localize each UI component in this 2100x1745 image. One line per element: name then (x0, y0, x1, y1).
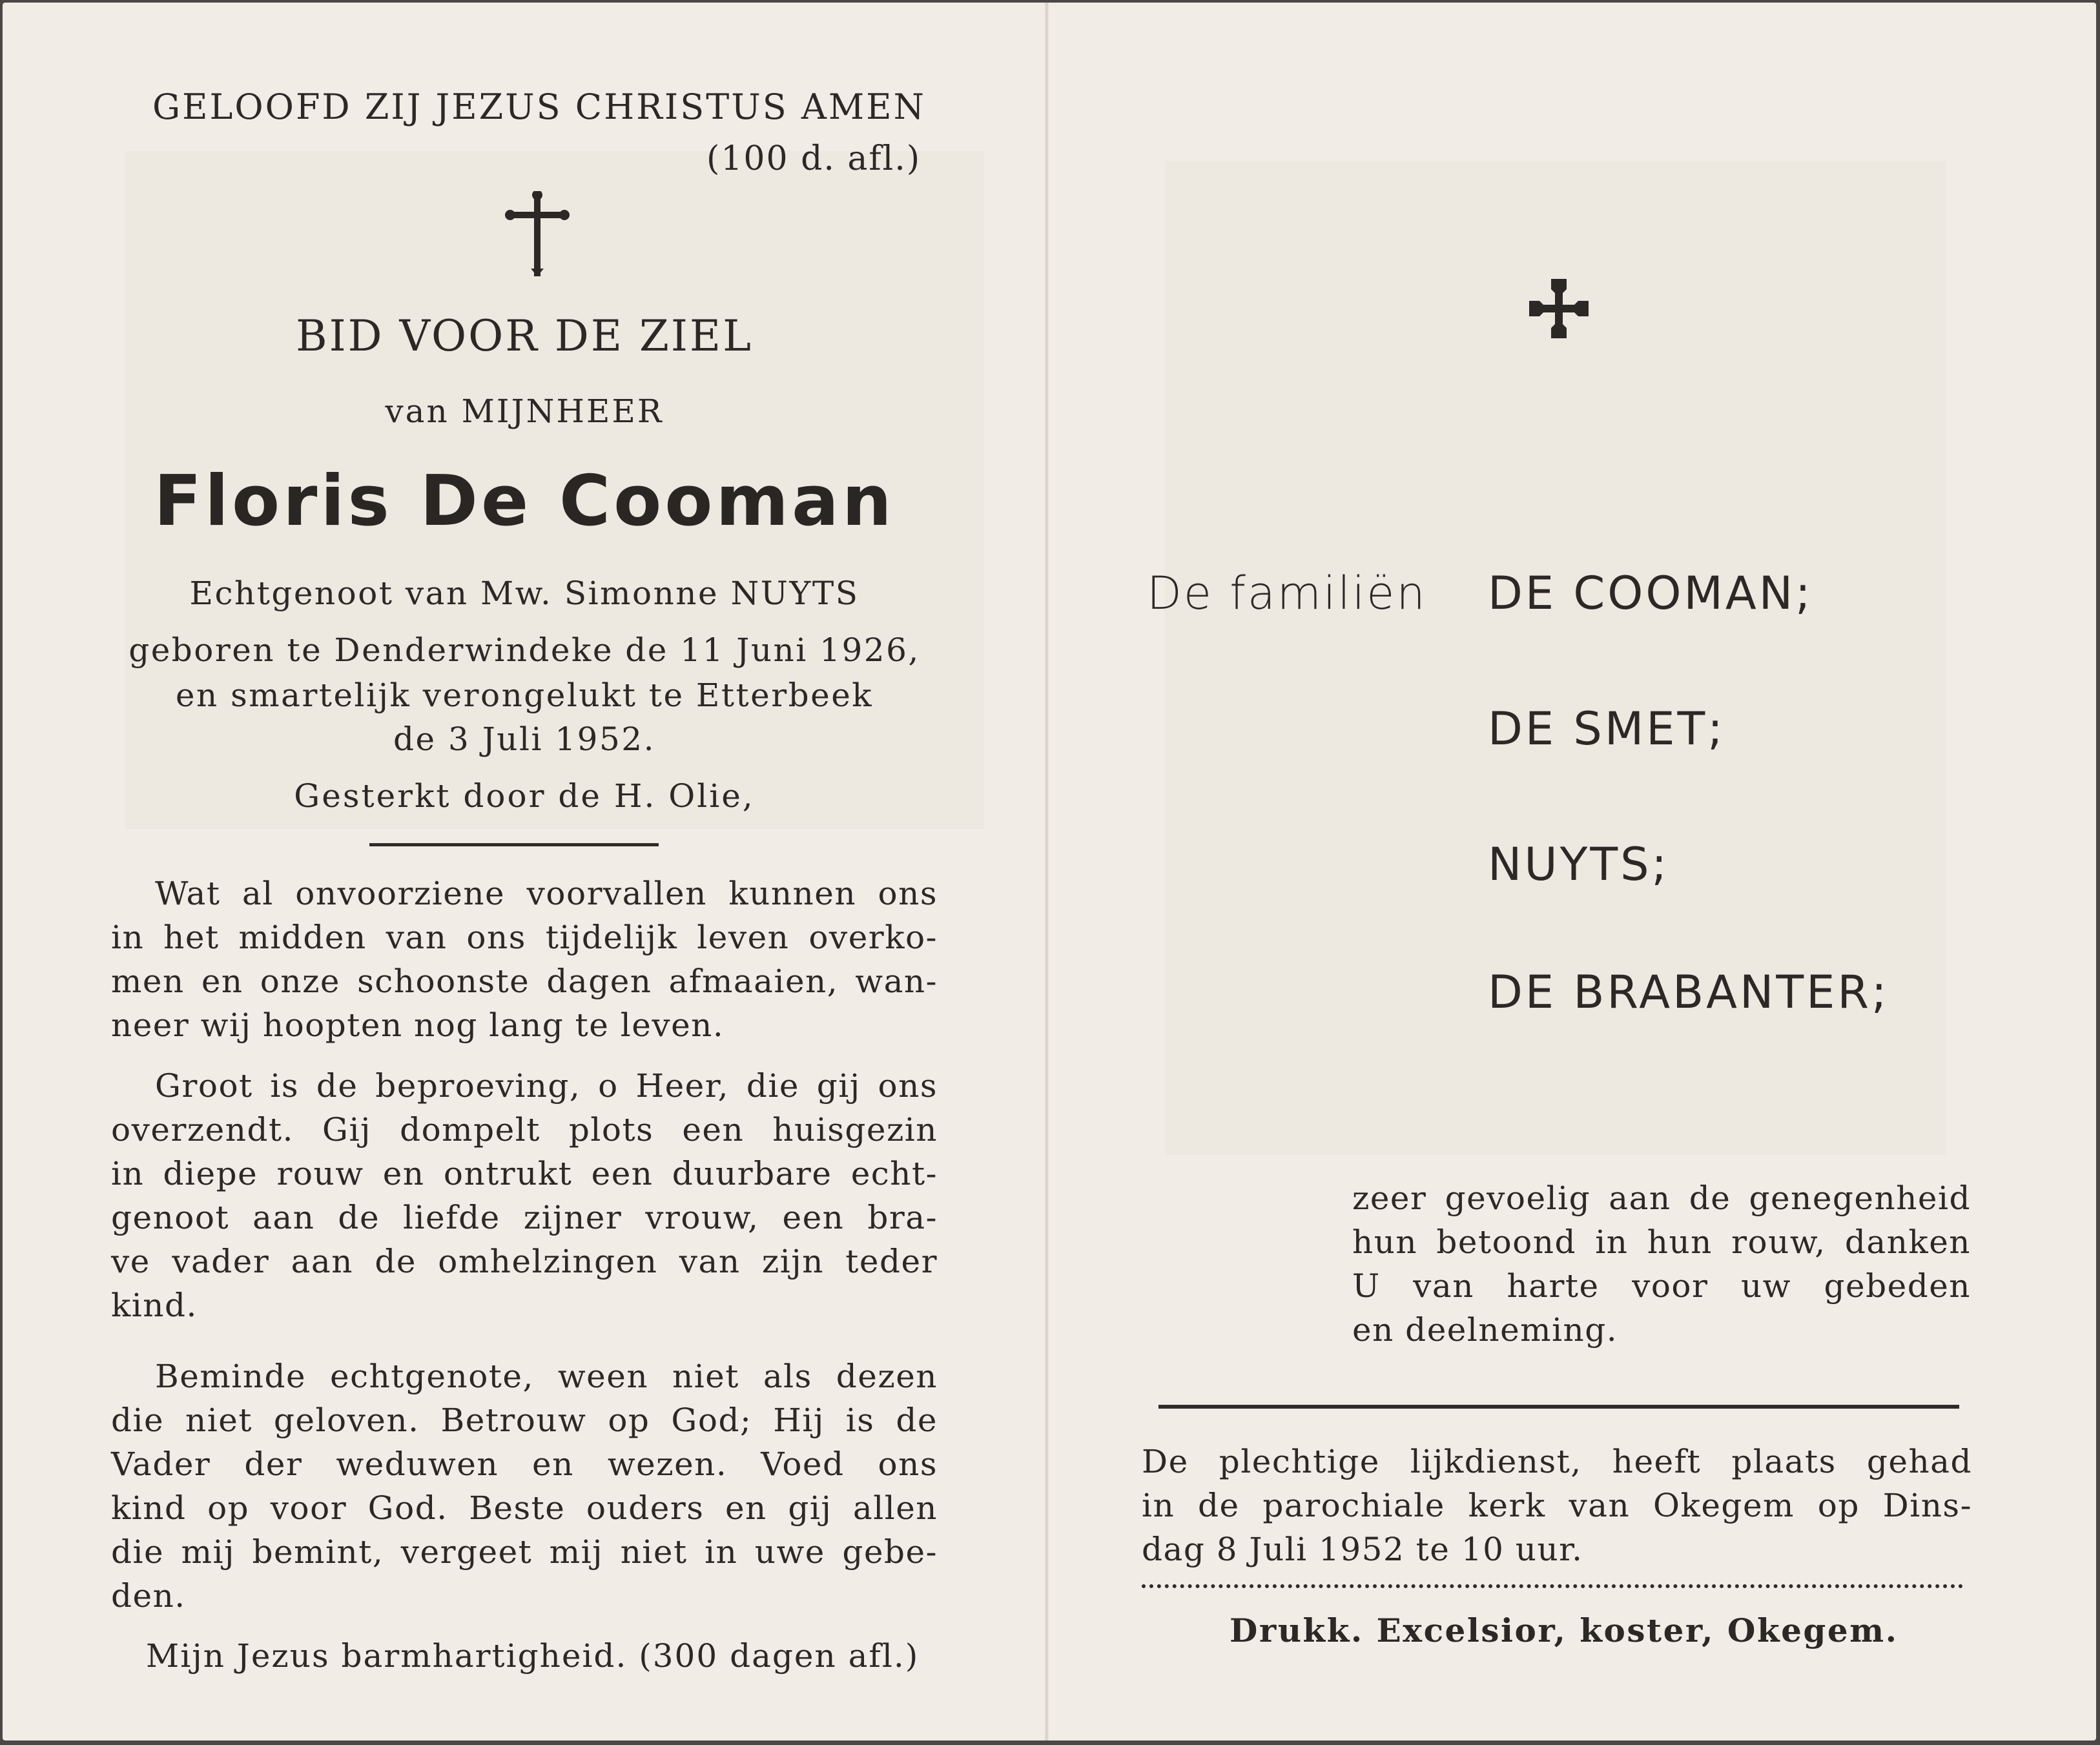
text-line: De plechtige lijkdienst, heeft plaats gehad (1142, 1443, 1972, 1480)
bio-line-3: en smartelijk verongelukt te Etterbeek (175, 677, 874, 714)
text-line: in het midden van ons tijdelijk leven overko- (111, 919, 938, 956)
text-line: genoot aan de liefde zijner vrouw, een bra- (111, 1199, 938, 1236)
prayer-line: BID VOOR DE ZIEL (296, 311, 753, 361)
deceased-name: Floris De Cooman (154, 461, 895, 542)
card-fold (1045, 3, 1049, 1740)
text-line: zeer gevoelig aan de genegenheid (1352, 1179, 1971, 1217)
paragraph-3 (111, 1354, 938, 1618)
cross-pattee-icon (1527, 276, 1591, 341)
text-line: ve vader aan de omhelzingen van zijn teder (111, 1243, 938, 1280)
text-line: U van harte voor uw gebeden (1352, 1267, 1971, 1305)
text-line: Beminde echtgenote, ween niet als dezen (155, 1358, 938, 1395)
text-line: Groot is de beproeving, o Heer, die gij ons (155, 1067, 938, 1105)
family-name-4: DE BRABANTER; (1488, 966, 1889, 1019)
header-line-2: (100 d. afl.) (706, 139, 921, 178)
text-line: hun betoond in hun rouw, danken (1352, 1223, 1971, 1261)
bio-line-2: geboren te Denderwindeke de 11 Juni 1926, (129, 631, 920, 669)
text-line: dag 8 Juli 1952 te 10 uur. (1142, 1531, 1583, 1568)
cross-icon (505, 191, 570, 279)
bio-line-4: de 3 Juli 1952. (393, 720, 655, 758)
text-line: en deelneming. (1352, 1311, 1618, 1349)
text-line: in diepe rouw en ontrukt een duurbare echt- (111, 1155, 938, 1192)
memorial-card (3, 3, 2096, 1740)
text-line: overzendt. Gij dompelt plots een huisgezin (111, 1111, 938, 1148)
dotted-rule (1142, 1584, 1963, 1588)
text-line: kind. (111, 1287, 198, 1324)
family-name-2: DE SMET; (1488, 702, 1725, 755)
title-line: van MIJNHEER (385, 393, 664, 430)
closing-line: Mijn Jezus barmhartigheid. (300 dagen afl.) (146, 1637, 920, 1675)
text-line: men en onze schoonste dagen afmaaien, wan- (111, 963, 938, 1000)
text-line: kind op voor God. Beste ouders en gij allen (111, 1489, 938, 1527)
family-name-1: DE COOMAN; (1488, 567, 1813, 620)
paragraph-1 (111, 872, 938, 1047)
sacrament-line: Gesterkt door de H. Olie, (294, 777, 755, 815)
text-line: Wat al onvoorziene voorvallen kunnen ons (155, 875, 938, 912)
text-line: in de parochiale kerk van Okegem op Dins- (1142, 1487, 1972, 1524)
text-line: die mij bemint, vergeet mij niet in uwe gebe- (111, 1533, 938, 1571)
header-line-1: GELOOFD ZIJ JEZUS CHRISTUS AMEN (152, 87, 926, 127)
paragraph-2 (111, 1064, 938, 1327)
bio-line-1: Echtgenoot van Mw. Simonne NUYTS (189, 575, 860, 612)
text-line: den. (111, 1577, 186, 1615)
divider-rule-right (1158, 1405, 1959, 1409)
text-line: neer wij hoopten nog lang te leven. (111, 1006, 725, 1044)
service-paragraph (1142, 1440, 1972, 1571)
printer-line: Drukk. Excelsior, koster, Okegem. (1230, 1611, 1899, 1649)
text-line: Vader der weduwen en wezen. Voed ons (111, 1445, 938, 1483)
divider-rule-left (369, 843, 659, 846)
thanks-paragraph (1352, 1176, 1971, 1352)
family-name-3: NUYTS; (1488, 838, 1670, 891)
families-intro: De familiën (1147, 567, 1427, 620)
text-line: die niet geloven. Betrouw op God; Hij is de (111, 1402, 938, 1439)
